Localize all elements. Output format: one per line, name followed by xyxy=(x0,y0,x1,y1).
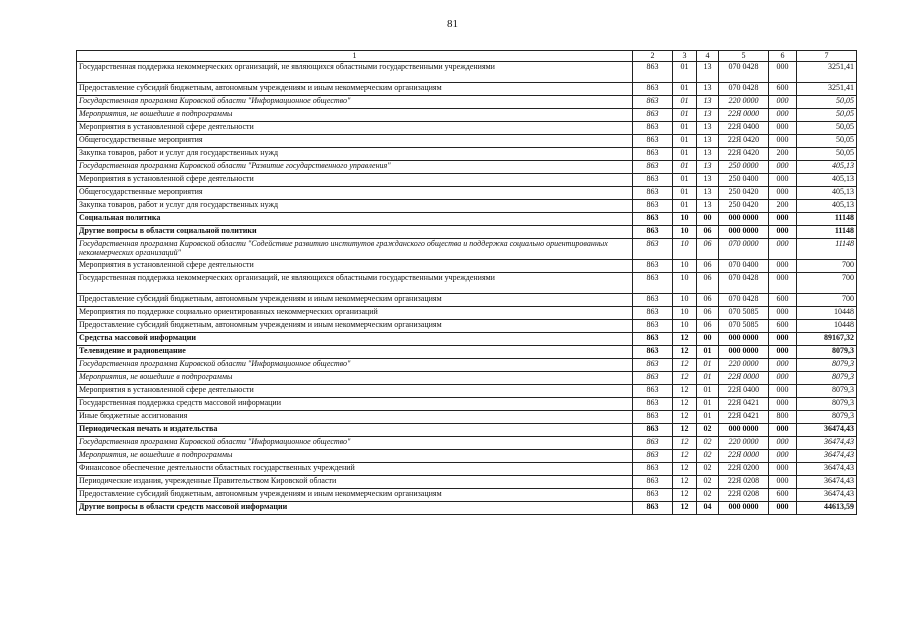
row-subsection-cell: 01 xyxy=(697,345,719,358)
row-name-cell: Средства массовой информации xyxy=(77,332,633,345)
row-subsection-cell: 13 xyxy=(697,147,719,160)
row-section-cell: 10 xyxy=(673,238,697,259)
row-expense-type-cell: 000 xyxy=(769,95,797,108)
row-amount-cell: 8079,3 xyxy=(797,410,857,423)
table-row xyxy=(77,147,857,160)
table-row xyxy=(77,61,857,82)
row-admin-code-cell: 863 xyxy=(633,371,673,384)
row-expense-type-cell: 000 xyxy=(769,358,797,371)
table-row xyxy=(77,272,857,293)
table-row xyxy=(77,238,857,259)
row-admin-code-cell: 863 xyxy=(633,475,673,488)
row-admin-code-cell: 863 xyxy=(633,462,673,475)
row-subsection-cell: 01 xyxy=(697,410,719,423)
row-target-article-cell: 22Я 0208 xyxy=(719,488,769,501)
row-target-article-cell: 070 0428 xyxy=(719,61,769,82)
row-section-cell: 10 xyxy=(673,272,697,293)
row-section-cell: 12 xyxy=(673,410,697,423)
table-row xyxy=(77,319,857,332)
row-expense-type-cell: 000 xyxy=(769,134,797,147)
row-name-cell: Другие вопросы в области социальной политики xyxy=(77,225,633,238)
row-target-article-cell: 22Я 0400 xyxy=(719,384,769,397)
header-cell: 6 xyxy=(769,51,797,62)
row-amount-cell: 700 xyxy=(797,272,857,293)
row-section-cell: 12 xyxy=(673,501,697,514)
row-admin-code-cell: 863 xyxy=(633,332,673,345)
row-subsection-cell: 06 xyxy=(697,293,719,306)
row-section-cell: 01 xyxy=(673,147,697,160)
row-expense-type-cell: 000 xyxy=(769,384,797,397)
row-amount-cell: 50,05 xyxy=(797,95,857,108)
row-name-cell: Мероприятия, не вошедшие в подпрограммы xyxy=(77,108,633,121)
row-expense-type-cell: 600 xyxy=(769,293,797,306)
table-row xyxy=(77,225,857,238)
row-subsection-cell: 13 xyxy=(697,160,719,173)
row-amount-cell: 10448 xyxy=(797,306,857,319)
table-row xyxy=(77,371,857,384)
row-expense-type-cell: 200 xyxy=(769,147,797,160)
row-name-cell: Периодические издания, учрежденные Правительством Кировской области xyxy=(77,475,633,488)
row-amount-cell: 11148 xyxy=(797,212,857,225)
table-row xyxy=(77,384,857,397)
row-admin-code-cell: 863 xyxy=(633,397,673,410)
row-admin-code-cell: 863 xyxy=(633,173,673,186)
table-row xyxy=(77,199,857,212)
row-name-cell: Периодическая печать и издательства xyxy=(77,423,633,436)
row-expense-type-cell: 000 xyxy=(769,108,797,121)
row-expense-type-cell: 000 xyxy=(769,306,797,319)
row-admin-code-cell: 863 xyxy=(633,272,673,293)
row-section-cell: 01 xyxy=(673,199,697,212)
row-name-cell: Мероприятия в установленной сфере деятельности xyxy=(77,121,633,134)
row-amount-cell: 50,05 xyxy=(797,134,857,147)
row-expense-type-cell: 000 xyxy=(769,423,797,436)
row-amount-cell: 36474,43 xyxy=(797,436,857,449)
row-name-cell: Мероприятия в установленной сфере деятельности xyxy=(77,384,633,397)
row-section-cell: 10 xyxy=(673,306,697,319)
row-target-article-cell: 220 0000 xyxy=(719,436,769,449)
row-admin-code-cell: 863 xyxy=(633,199,673,212)
row-admin-code-cell: 863 xyxy=(633,225,673,238)
row-target-article-cell: 250 0000 xyxy=(719,160,769,173)
row-admin-code-cell: 863 xyxy=(633,160,673,173)
row-name-cell: Закупка товаров, работ и услуг для государственных нужд xyxy=(77,147,633,160)
row-amount-cell: 405,13 xyxy=(797,186,857,199)
row-target-article-cell: 22Я 0200 xyxy=(719,462,769,475)
table-row xyxy=(77,186,857,199)
row-section-cell: 12 xyxy=(673,345,697,358)
header-cell: 5 xyxy=(719,51,769,62)
row-subsection-cell: 02 xyxy=(697,475,719,488)
header-cell: 3 xyxy=(673,51,697,62)
row-expense-type-cell: 000 xyxy=(769,61,797,82)
row-subsection-cell: 06 xyxy=(697,225,719,238)
row-target-article-cell: 22Я 0208 xyxy=(719,475,769,488)
row-amount-cell: 36474,43 xyxy=(797,475,857,488)
row-target-article-cell: 220 0000 xyxy=(719,95,769,108)
row-admin-code-cell: 863 xyxy=(633,449,673,462)
header-cell: 4 xyxy=(697,51,719,62)
row-amount-cell: 700 xyxy=(797,259,857,272)
row-admin-code-cell: 863 xyxy=(633,501,673,514)
table-row xyxy=(77,436,857,449)
row-target-article-cell: 000 0000 xyxy=(719,423,769,436)
row-admin-code-cell: 863 xyxy=(633,423,673,436)
row-subsection-cell: 13 xyxy=(697,134,719,147)
row-target-article-cell: 22Я 0000 xyxy=(719,449,769,462)
row-name-cell: Финансовое обеспечение деятельности областных государственных учреждений xyxy=(77,462,633,475)
row-admin-code-cell: 863 xyxy=(633,82,673,95)
table-row xyxy=(77,410,857,423)
row-section-cell: 12 xyxy=(673,449,697,462)
row-admin-code-cell: 863 xyxy=(633,384,673,397)
row-subsection-cell: 02 xyxy=(697,462,719,475)
row-expense-type-cell: 200 xyxy=(769,199,797,212)
row-name-cell: Предоставление субсидий бюджетным, автономным учреждениям и иным некоммерческим организациям xyxy=(77,319,633,332)
row-amount-cell: 50,05 xyxy=(797,108,857,121)
row-admin-code-cell: 863 xyxy=(633,306,673,319)
row-expense-type-cell: 600 xyxy=(769,319,797,332)
row-target-article-cell: 070 0428 xyxy=(719,82,769,95)
row-expense-type-cell: 600 xyxy=(769,488,797,501)
row-target-article-cell: 000 0000 xyxy=(719,212,769,225)
row-target-article-cell: 22Я 0420 xyxy=(719,134,769,147)
row-target-article-cell: 070 0428 xyxy=(719,272,769,293)
table-row xyxy=(77,121,857,134)
row-subsection-cell: 00 xyxy=(697,332,719,345)
row-amount-cell: 11148 xyxy=(797,238,857,259)
row-subsection-cell: 02 xyxy=(697,488,719,501)
row-expense-type-cell: 000 xyxy=(769,397,797,410)
row-target-article-cell: 220 0000 xyxy=(719,358,769,371)
row-subsection-cell: 06 xyxy=(697,272,719,293)
row-section-cell: 01 xyxy=(673,108,697,121)
row-section-cell: 10 xyxy=(673,225,697,238)
row-subsection-cell: 01 xyxy=(697,371,719,384)
header-cell: 2 xyxy=(633,51,673,62)
table-body xyxy=(77,61,857,514)
table-row xyxy=(77,358,857,371)
row-admin-code-cell: 863 xyxy=(633,410,673,423)
row-target-article-cell: 000 0000 xyxy=(719,501,769,514)
row-section-cell: 12 xyxy=(673,462,697,475)
row-target-article-cell: 000 0000 xyxy=(719,345,769,358)
budget-table xyxy=(76,50,857,515)
table-row xyxy=(77,108,857,121)
row-admin-code-cell: 863 xyxy=(633,95,673,108)
table-row xyxy=(77,501,857,514)
row-amount-cell: 36474,43 xyxy=(797,449,857,462)
row-expense-type-cell: 000 xyxy=(769,186,797,199)
row-amount-cell: 89167,32 xyxy=(797,332,857,345)
row-target-article-cell: 250 0420 xyxy=(719,186,769,199)
row-amount-cell: 3251,41 xyxy=(797,82,857,95)
table-row xyxy=(77,160,857,173)
row-target-article-cell: 22Я 0421 xyxy=(719,397,769,410)
header-row xyxy=(77,51,857,62)
row-expense-type-cell: 000 xyxy=(769,160,797,173)
row-expense-type-cell: 600 xyxy=(769,82,797,95)
row-subsection-cell: 06 xyxy=(697,259,719,272)
table-row xyxy=(77,82,857,95)
row-name-cell: Мероприятия по поддержке социально ориентированных некоммерческих организаций xyxy=(77,306,633,319)
row-name-cell: Другие вопросы в области средств массовой информации xyxy=(77,501,633,514)
row-subsection-cell: 13 xyxy=(697,108,719,121)
row-admin-code-cell: 863 xyxy=(633,259,673,272)
row-section-cell: 10 xyxy=(673,319,697,332)
row-expense-type-cell: 000 xyxy=(769,225,797,238)
row-section-cell: 12 xyxy=(673,423,697,436)
row-amount-cell: 50,05 xyxy=(797,121,857,134)
row-admin-code-cell: 863 xyxy=(633,238,673,259)
row-expense-type-cell: 000 xyxy=(769,121,797,134)
table-row xyxy=(77,475,857,488)
row-name-cell: Телевидение и радиовещание xyxy=(77,345,633,358)
table-row xyxy=(77,488,857,501)
row-name-cell: Предоставление субсидий бюджетным, автономным учреждениям и иным некоммерческим организациям xyxy=(77,488,633,501)
row-expense-type-cell: 000 xyxy=(769,501,797,514)
row-subsection-cell: 13 xyxy=(697,186,719,199)
row-admin-code-cell: 863 xyxy=(633,134,673,147)
row-admin-code-cell: 863 xyxy=(633,488,673,501)
row-subsection-cell: 01 xyxy=(697,397,719,410)
row-section-cell: 12 xyxy=(673,332,697,345)
row-admin-code-cell: 863 xyxy=(633,436,673,449)
row-name-cell: Государственная поддержка некоммерческих организаций, не являющихся областными государственными учреждениями xyxy=(77,272,633,293)
row-admin-code-cell: 863 xyxy=(633,212,673,225)
row-name-cell: Общегосударственные мероприятия xyxy=(77,134,633,147)
table-row xyxy=(77,306,857,319)
row-amount-cell: 36474,43 xyxy=(797,488,857,501)
table-row xyxy=(77,423,857,436)
page-number: 81 xyxy=(447,18,458,30)
row-amount-cell: 8079,3 xyxy=(797,345,857,358)
row-target-article-cell: 22Я 0421 xyxy=(719,410,769,423)
row-admin-code-cell: 863 xyxy=(633,358,673,371)
row-admin-code-cell: 863 xyxy=(633,345,673,358)
table-row xyxy=(77,462,857,475)
row-subsection-cell: 02 xyxy=(697,449,719,462)
row-section-cell: 01 xyxy=(673,95,697,108)
table-row xyxy=(77,397,857,410)
row-section-cell: 12 xyxy=(673,475,697,488)
row-amount-cell: 10448 xyxy=(797,319,857,332)
row-amount-cell: 8079,3 xyxy=(797,384,857,397)
row-target-article-cell: 000 0000 xyxy=(719,225,769,238)
row-target-article-cell: 070 5085 xyxy=(719,319,769,332)
table-row xyxy=(77,173,857,186)
row-target-article-cell: 250 0420 xyxy=(719,199,769,212)
row-subsection-cell: 01 xyxy=(697,358,719,371)
row-section-cell: 01 xyxy=(673,186,697,199)
row-amount-cell: 405,13 xyxy=(797,160,857,173)
header-cell: 1 xyxy=(77,51,633,62)
row-name-cell: Мероприятия в установленной сфере деятельности xyxy=(77,173,633,186)
row-subsection-cell: 13 xyxy=(697,82,719,95)
row-name-cell: Предоставление субсидий бюджетным, автономным учреждениям и иным некоммерческим организациям xyxy=(77,82,633,95)
row-subsection-cell: 13 xyxy=(697,173,719,186)
row-section-cell: 12 xyxy=(673,371,697,384)
table-row xyxy=(77,95,857,108)
row-name-cell: Государственная программа Кировской области "Содействие развитию институтов гражданского общества и поддержка социально ориентированных некоммерческих организаций" xyxy=(77,238,633,259)
row-name-cell: Государственная поддержка некоммерческих организаций, не являющихся областными государственными учреждениями xyxy=(77,61,633,82)
row-section-cell: 12 xyxy=(673,488,697,501)
row-subsection-cell: 06 xyxy=(697,319,719,332)
row-name-cell: Мероприятия в установленной сфере деятельности xyxy=(77,259,633,272)
row-name-cell: Предоставление субсидий бюджетным, автономным учреждениям и иным некоммерческим организациям xyxy=(77,293,633,306)
row-expense-type-cell: 800 xyxy=(769,410,797,423)
row-target-article-cell: 070 0000 xyxy=(719,238,769,259)
row-name-cell: Общегосударственные мероприятия xyxy=(77,186,633,199)
row-amount-cell: 36474,43 xyxy=(797,462,857,475)
row-amount-cell: 36474,43 xyxy=(797,423,857,436)
row-expense-type-cell: 000 xyxy=(769,212,797,225)
row-name-cell: Мероприятия, не вошедшие в подпрограммы xyxy=(77,371,633,384)
row-target-article-cell: 22Я 0400 xyxy=(719,121,769,134)
row-amount-cell: 8079,3 xyxy=(797,371,857,384)
row-name-cell: Государственная программа Кировской области "Информационное общество" xyxy=(77,358,633,371)
row-expense-type-cell: 000 xyxy=(769,475,797,488)
row-name-cell: Государственная программа Кировской области "Информационное общество" xyxy=(77,95,633,108)
row-admin-code-cell: 863 xyxy=(633,61,673,82)
table-row xyxy=(77,293,857,306)
row-section-cell: 01 xyxy=(673,121,697,134)
row-subsection-cell: 01 xyxy=(697,384,719,397)
row-target-article-cell: 22Я 0420 xyxy=(719,147,769,160)
row-section-cell: 01 xyxy=(673,61,697,82)
row-subsection-cell: 13 xyxy=(697,121,719,134)
row-amount-cell: 405,13 xyxy=(797,199,857,212)
row-section-cell: 01 xyxy=(673,82,697,95)
row-subsection-cell: 06 xyxy=(697,306,719,319)
row-target-article-cell: 070 0400 xyxy=(719,259,769,272)
row-admin-code-cell: 863 xyxy=(633,319,673,332)
row-expense-type-cell: 000 xyxy=(769,173,797,186)
header-cell: 7 xyxy=(797,51,857,62)
row-amount-cell: 8079,3 xyxy=(797,397,857,410)
row-subsection-cell: 02 xyxy=(697,436,719,449)
table-row xyxy=(77,332,857,345)
row-target-article-cell: 070 0428 xyxy=(719,293,769,306)
row-section-cell: 10 xyxy=(673,259,697,272)
row-amount-cell: 11148 xyxy=(797,225,857,238)
table-row xyxy=(77,259,857,272)
row-expense-type-cell: 000 xyxy=(769,345,797,358)
row-subsection-cell: 13 xyxy=(697,95,719,108)
row-subsection-cell: 13 xyxy=(697,199,719,212)
row-section-cell: 12 xyxy=(673,384,697,397)
row-section-cell: 12 xyxy=(673,397,697,410)
row-expense-type-cell: 000 xyxy=(769,238,797,259)
row-name-cell: Закупка товаров, работ и услуг для государственных нужд xyxy=(77,199,633,212)
row-admin-code-cell: 863 xyxy=(633,108,673,121)
table-row xyxy=(77,134,857,147)
table-row xyxy=(77,449,857,462)
row-subsection-cell: 02 xyxy=(697,423,719,436)
row-subsection-cell: 00 xyxy=(697,212,719,225)
row-name-cell: Государственная поддержка средств массовой информации xyxy=(77,397,633,410)
row-subsection-cell: 13 xyxy=(697,61,719,82)
row-name-cell: Иные бюджетные ассигнования xyxy=(77,410,633,423)
row-name-cell: Государственная программа Кировской области "Информационное общество" xyxy=(77,436,633,449)
row-name-cell: Государственная программа Кировской области "Развитие государственного управления" xyxy=(77,160,633,173)
table-row xyxy=(77,345,857,358)
row-expense-type-cell: 000 xyxy=(769,449,797,462)
row-target-article-cell: 250 0400 xyxy=(719,173,769,186)
row-section-cell: 12 xyxy=(673,436,697,449)
row-section-cell: 12 xyxy=(673,358,697,371)
row-name-cell: Мероприятия, не вошедшие в подпрограммы xyxy=(77,449,633,462)
row-expense-type-cell: 000 xyxy=(769,332,797,345)
table-row xyxy=(77,212,857,225)
row-expense-type-cell: 000 xyxy=(769,462,797,475)
row-admin-code-cell: 863 xyxy=(633,147,673,160)
row-admin-code-cell: 863 xyxy=(633,121,673,134)
row-target-article-cell: 22Я 0000 xyxy=(719,371,769,384)
row-target-article-cell: 22Я 0000 xyxy=(719,108,769,121)
row-expense-type-cell: 000 xyxy=(769,259,797,272)
row-amount-cell: 44613,59 xyxy=(797,501,857,514)
row-subsection-cell: 04 xyxy=(697,501,719,514)
row-expense-type-cell: 000 xyxy=(769,272,797,293)
row-section-cell: 01 xyxy=(673,173,697,186)
row-admin-code-cell: 863 xyxy=(633,293,673,306)
row-section-cell: 01 xyxy=(673,160,697,173)
row-amount-cell: 8079,3 xyxy=(797,358,857,371)
row-subsection-cell: 06 xyxy=(697,238,719,259)
row-expense-type-cell: 000 xyxy=(769,436,797,449)
row-admin-code-cell: 863 xyxy=(633,186,673,199)
row-name-cell: Социальная политика xyxy=(77,212,633,225)
row-amount-cell: 3251,41 xyxy=(797,61,857,82)
row-section-cell: 10 xyxy=(673,212,697,225)
row-amount-cell: 405,13 xyxy=(797,173,857,186)
row-amount-cell: 700 xyxy=(797,293,857,306)
row-target-article-cell: 070 5085 xyxy=(719,306,769,319)
row-amount-cell: 50,05 xyxy=(797,147,857,160)
row-target-article-cell: 000 0000 xyxy=(719,332,769,345)
row-section-cell: 10 xyxy=(673,293,697,306)
row-section-cell: 01 xyxy=(673,134,697,147)
row-expense-type-cell: 000 xyxy=(769,371,797,384)
